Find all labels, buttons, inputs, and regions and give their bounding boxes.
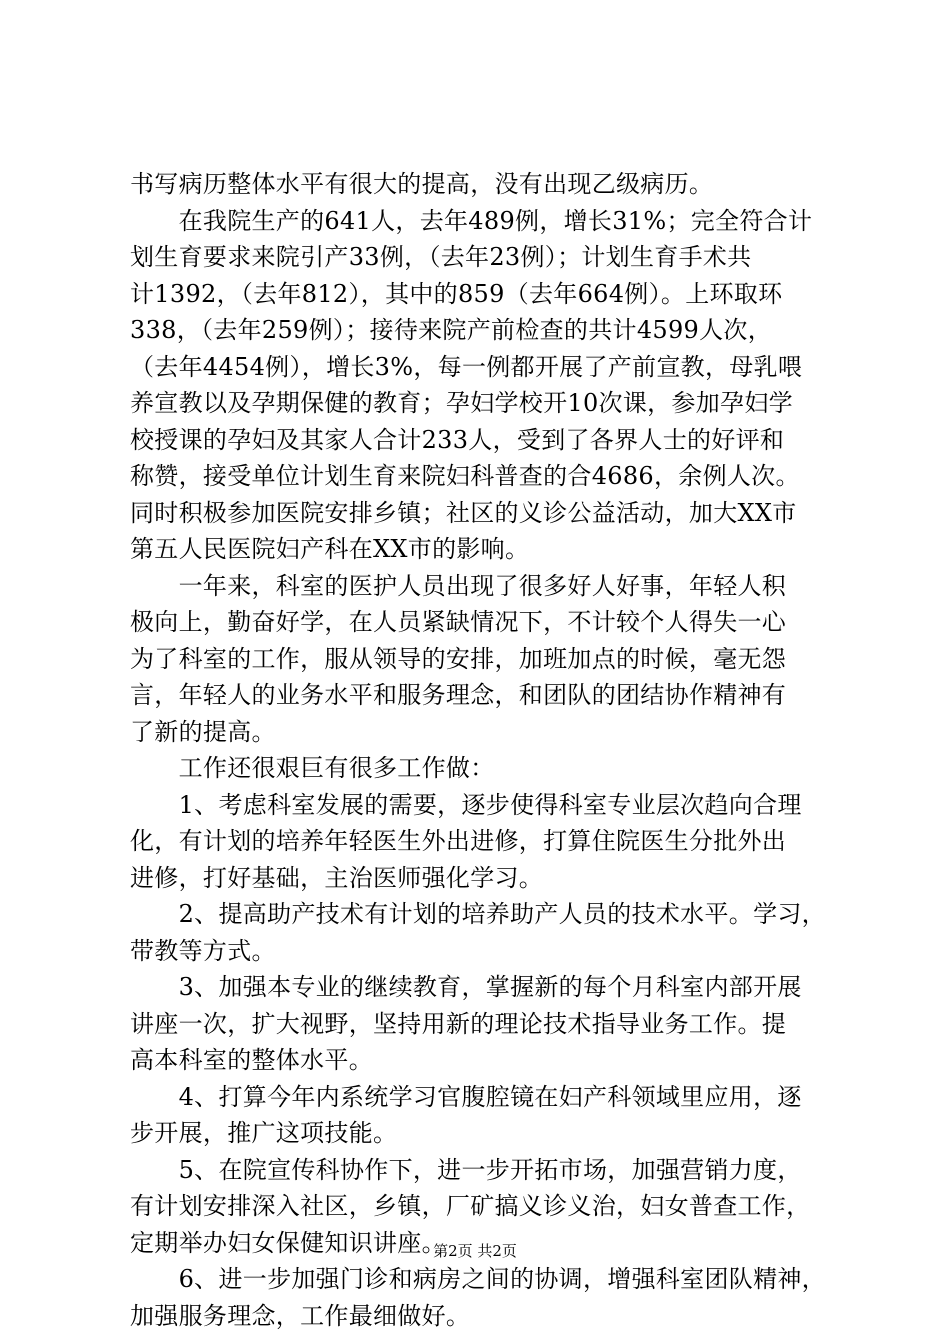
text-line: 在我院生产的641人，去年489例，增长31%；完全符合计	[130, 206, 813, 235]
text-line: 第五人民医院妇产科在XX市的影响。	[130, 535, 530, 563]
text-line: 1、考虑科室发展的需要，逐步使得科室专业层次趋向合理	[130, 790, 802, 819]
text-line: 工作还很艰巨有很多工作做：	[130, 754, 495, 782]
text-line: 极向上，勤奋好学，在人员紧缺情况下，不计较个人得失一心	[130, 608, 787, 636]
text-line: 5、在院宣传科协作下，进一步开拓市场，加强营销力度，	[130, 1155, 802, 1184]
text-line: 4、打算今年内系统学习官腹腔镜在妇产科领域里应用，逐	[130, 1082, 802, 1111]
text-line: 高本科室的整体水平。	[130, 1046, 373, 1074]
text-line: 了新的提高。	[130, 717, 276, 746]
text-line: 3、加强本专业的继续教育，掌握新的每个月科室内部开展	[130, 973, 802, 1001]
text-line: 进修，打好基础，主治医师强化学习。	[130, 863, 544, 892]
text-line: 有计划安排深入社区，乡镇，厂矿搞义诊义治，妇女普查工作，	[130, 1192, 811, 1220]
text-line: 步开展，推广这项技能。	[130, 1119, 398, 1147]
text-line: 加强服务理念，工作最细做好。	[130, 1301, 471, 1330]
text-line: 6、进一步加强门诊和病房之间的协调，增强科室团队精神，	[130, 1265, 826, 1293]
text-line: 2、提高助产技术有计划的培养助产人员的技术水平。学习，	[130, 900, 826, 928]
document-body	[130, 166, 830, 1334]
text-line: 化，有计划的培养年轻医生外出进修，打算住院医生分批外出	[130, 827, 787, 855]
page-number-footer: 第2页 共2页	[433, 1242, 517, 1260]
text-line: 338，（去年259例）；接待来院产前检查的共计4599人次，	[130, 316, 772, 344]
text-line: 言，年轻人的业务水平和服务理念，和团队的团结协作精神有	[130, 681, 787, 709]
text-line: 一年来，科室的医护人员出现了很多好人好事，年轻人积	[130, 571, 787, 600]
text-line: 书写病历整体水平有很大的提高，没有出现乙级病历。	[130, 170, 714, 198]
text-line: 讲座一次，扩大视野，坚持用新的理论技术指导业务工作。提	[130, 1009, 787, 1038]
text-line: 称赞，接受单位计划生育来院妇科普查的合4686，余例人次。	[130, 462, 800, 490]
text-line: 校授课的孕妇及其家人合计233人，受到了各界人士的好评和	[130, 425, 785, 454]
text-line: 定期举办妇女保健知识讲座。	[130, 1228, 446, 1257]
text-line: 为了科室的工作，服从领导的安排，加班加点的时候，毫无怨	[130, 644, 787, 673]
text-line: 划生育要求来院引产33例，（去年23例）；计划生育手术共	[130, 243, 752, 271]
text-line: （去年4454例），增长3%，每一例都开展了产前宣教，母乳喂	[130, 352, 803, 381]
text-line: 计1392，（去年812），其中的859（去年664例）。上环取环	[130, 279, 783, 308]
text-line: 同时积极参加医院安排乡镇；社区的义诊公益活动，加大XX市	[130, 498, 797, 527]
text-line: 带教等方式。	[130, 936, 276, 965]
text-line: 养宣教以及孕期保健的教育；孕妇学校开10次课，参加孕妇学	[130, 389, 793, 417]
